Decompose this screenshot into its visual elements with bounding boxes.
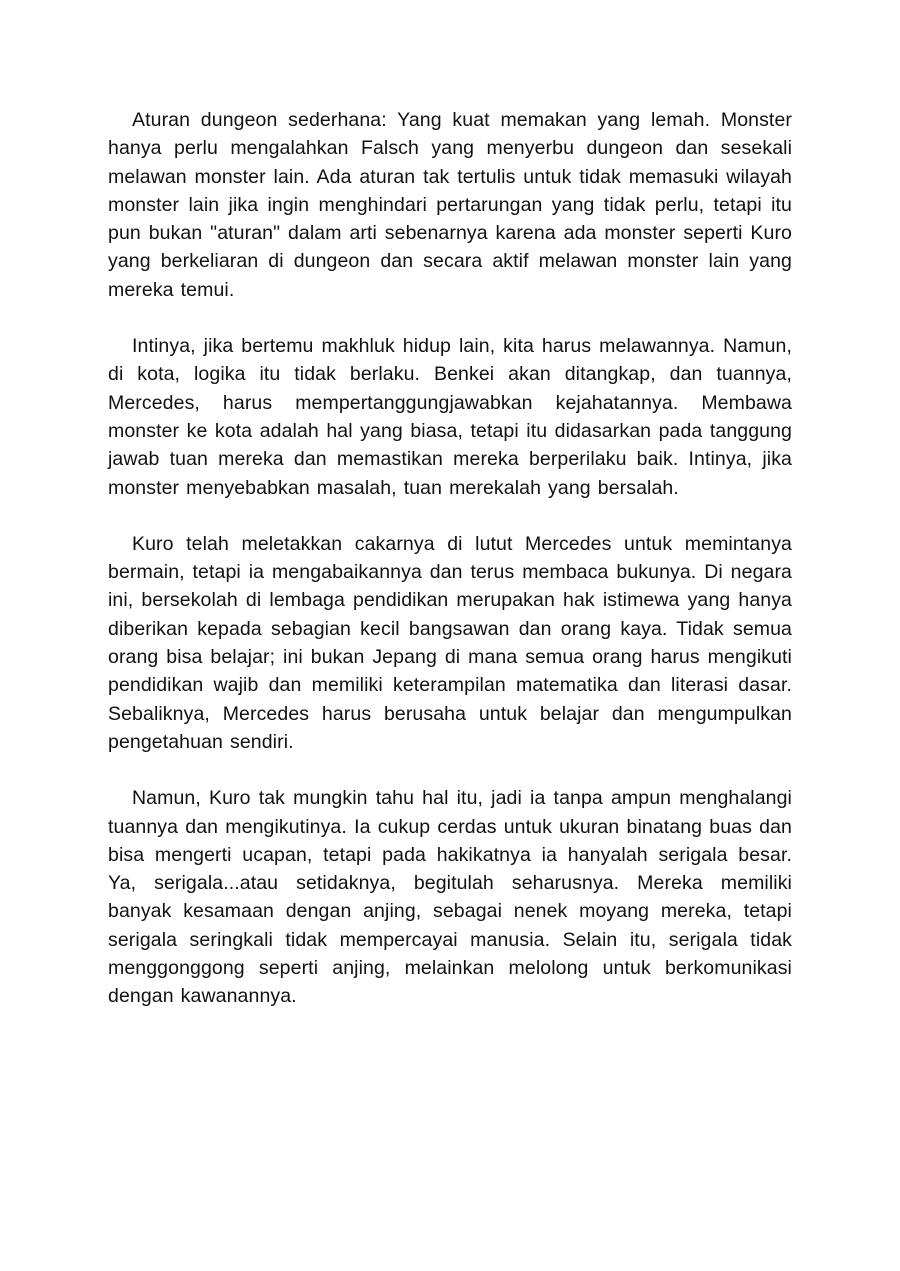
paragraph-2: Intinya, jika bertemu makhluk hidup lain, kita harus melawannya. Namun, di kota, logika itu tidak berlaku. Benkei akan ditangkap, dan tuannya, Mercedes, harus mempertanggungjawabkan kejahatannya. Membawa monster ke kota adalah hal yang biasa, tetapi itu didasarkan pada tanggung jawab tuan mereka dan memastikan mereka berperilaku baik. Intinya, jika monster menyebabkan masalah, tuan merekalah yang bersalah. [108,335,792,499]
paragraph-4: Namun, Kuro tak mungkin tahu hal itu, jadi ia tanpa ampun menghalangi tuannya dan mengikutinya. Ia cukup cerdas untuk ukuran binatang buas dan bisa mengerti ucapan, tetapi pada hakikatnya ia hanyalah serigala besar. Ya, serigala...atau setidaknya, begitulah seharusnya. Mereka memiliki banyak kesamaan dengan anjing, sebagai nenek moyang mereka, tetapi serigala seringkali tidak mempercayai manusia. Selain itu, serigala tidak menggonggong seperti anjing, melainkan melolong untuk berkomunikasi dengan kawanannya. [108,787,792,1008]
paragraph-3: Kuro telah meletakkan cakarnya di lutut Mercedes untuk memintanya bermain, tetapi ia mengabaikannya dan terus membaca bukunya. Di negara ini, bersekolah di lembaga pendidikan merupakan hak istimewa yang hanya diberikan kepada sebagian kecil bangsawan dan orang kaya. Tidak semua orang bisa belajar; ini bukan Jepang di mana semua orang harus mengikuti pendidikan wajib dan memiliki keterampilan matematika dan literasi dasar. Sebaliknya, Mercedes harus berusaha untuk belajar dan mengumpulkan pengetahuan sendiri. [108,532,792,753]
text-block [108,106,792,1011]
paragraph-1: Aturan dungeon sederhana: Yang kuat memakan yang lemah. Monster hanya perlu mengalahkan Falsch yang menyerbu dungeon dan sesekali melawan monster lain. Ada aturan tak tertulis untuk tidak memasuki wilayah monster lain jika ingin menghindari pertarungan yang tidak perlu, tetapi itu pun bukan "aturan" dalam arti sebenarnya karena ada monster seperti Kuro yang berkeliaran di dungeon dan secara aktif melawan monster lain yang mereka temui. [108,109,792,301]
